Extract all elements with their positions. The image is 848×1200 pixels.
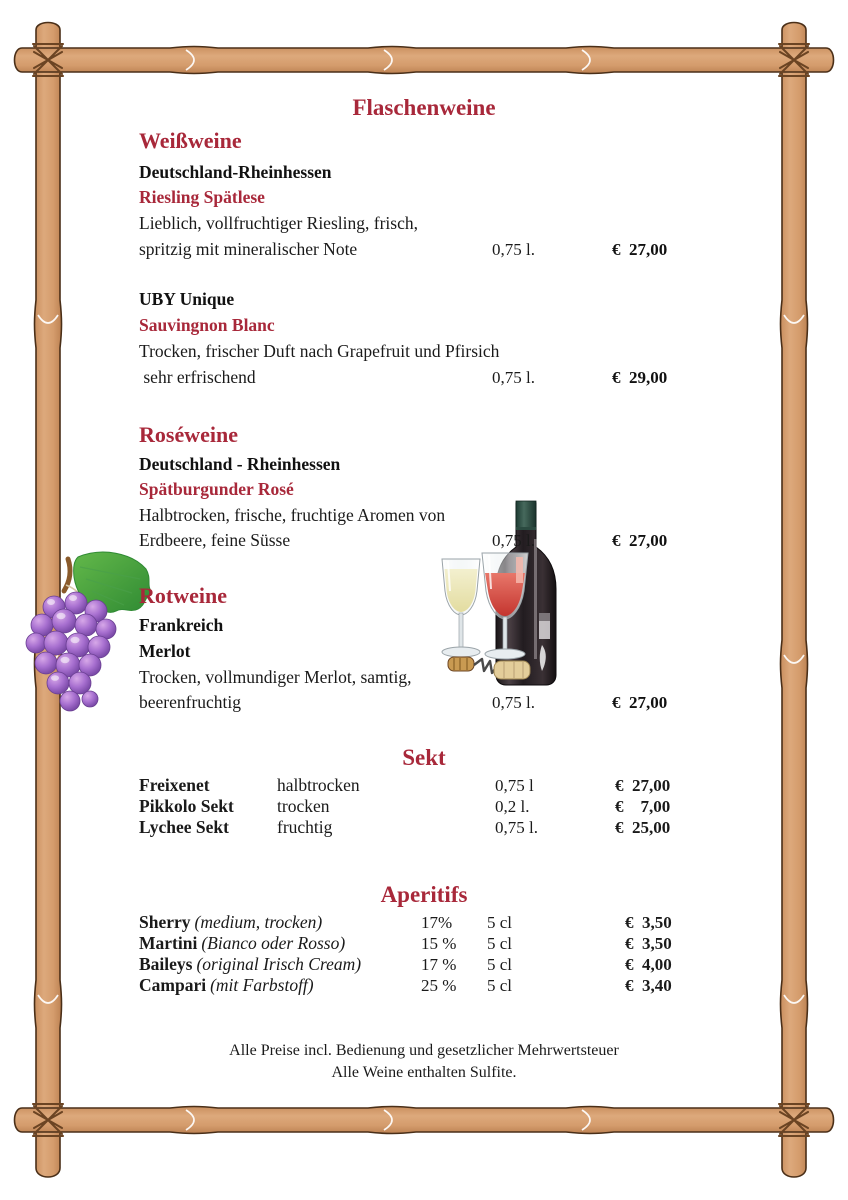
wine-volume: 0,75 l. — [492, 368, 535, 387]
wine-price — [612, 531, 667, 551]
price-value: 27,00 — [632, 776, 671, 795]
sekt-volume: 0,2 l. — [495, 797, 530, 816]
wine-description-line: spritzig mit mineralischer Note — [139, 239, 358, 259]
aperitif-price — [625, 975, 672, 996]
aperitif-serving: 5 cl — [487, 913, 513, 932]
table-row — [139, 912, 672, 933]
currency-symbol: € — [615, 776, 624, 795]
wine-price — [612, 240, 667, 260]
wine-volume: 0,75 l. — [492, 240, 535, 259]
sekt-volume: 0,75 l — [495, 776, 534, 795]
wine-varietal: Sauvingnon Blanc — [139, 315, 275, 335]
wine-origin: Deutschland - Rheinhessen — [139, 454, 341, 474]
page-title: Flaschenweine — [352, 95, 496, 120]
currency-symbol: € — [625, 976, 634, 995]
wine-description-line: Lieblich, vollfruchtiger Riesling, frisch, — [139, 213, 418, 233]
table-row — [139, 775, 670, 796]
wine-price — [612, 368, 667, 388]
sekt-volume: 0,75 l. — [495, 818, 538, 837]
sekt-price — [615, 796, 670, 817]
table-row — [139, 817, 670, 838]
wine-description-line: Erdbeere, feine Süsse — [139, 530, 291, 550]
aperitif-abv: 17 % — [421, 955, 457, 974]
wine-origin: Frankreich — [139, 615, 224, 635]
wine-description-line: sehr erfrischend — [139, 367, 256, 387]
aperitif-label — [139, 954, 421, 975]
sekt-style: trocken — [277, 796, 330, 816]
wine-varietal: Spätburgunder Rosé — [139, 479, 294, 499]
aperitif-name: Campari — [139, 975, 207, 995]
price-value: 3,50 — [642, 913, 672, 932]
aperitif-name: Martini — [139, 933, 198, 953]
aperitif-serving: 5 cl — [487, 955, 513, 974]
currency-symbol: € — [625, 934, 634, 953]
price-value: 7,00 — [640, 797, 671, 816]
group-title-roseweine: Roséweine — [139, 422, 238, 447]
sekt-price — [615, 817, 670, 838]
currency-symbol: € — [612, 531, 621, 550]
wine-price — [612, 693, 667, 713]
aperitif-name: Baileys — [139, 954, 193, 974]
table-row — [139, 796, 670, 817]
sekt-name: Lychee Sekt — [139, 817, 229, 837]
wine-volume: 0,75 l. — [492, 693, 535, 712]
sekt-table — [139, 775, 670, 838]
aperitif-abv: 15 % — [421, 934, 457, 953]
price-value: 3,40 — [642, 976, 672, 995]
aperitif-note: (medium, trocken) — [194, 912, 323, 932]
wine-description-line: beerenfruchtig — [139, 692, 242, 712]
currency-symbol: € — [615, 818, 624, 837]
currency-symbol: € — [625, 955, 634, 974]
currency-symbol: € — [612, 368, 621, 387]
footer-line-2: Alle Weine enthalten Sulfite. — [331, 1064, 517, 1081]
aperitif-label — [139, 933, 421, 954]
wine-varietal: Merlot — [139, 641, 191, 661]
wine-origin: UBY Unique — [139, 289, 235, 309]
price-value: 3,50 — [642, 934, 672, 953]
currency-symbol: € — [612, 240, 621, 259]
section-title-sekt: Sekt — [402, 745, 446, 770]
aperitif-note: (mit Farbstoff) — [210, 975, 314, 995]
footer-line-1: Alle Preise incl. Bedienung und gesetzlicher Mehrwertsteuer — [229, 1042, 619, 1059]
sekt-style: halbtrocken — [277, 775, 360, 795]
wine-varietal: Riesling Spätlese — [139, 187, 265, 207]
aperitif-abv: 17% — [421, 913, 453, 932]
wine-description-line: Halbtrocken, frische, fruchtige Aromen von — [139, 505, 446, 525]
aperitif-price — [625, 954, 672, 975]
group-title-weissweine: Weißweine — [139, 128, 242, 153]
aperitifs-table — [139, 912, 672, 996]
wine-volume: 0,75 l. — [492, 531, 535, 550]
price-value: 29,00 — [629, 368, 668, 387]
table-row — [139, 933, 672, 954]
price-value: 4,00 — [642, 955, 672, 974]
wine-description-line: Trocken, frischer Duft nach Grapefruit und Pfirsich — [139, 341, 500, 361]
currency-symbol: € — [612, 693, 621, 712]
currency-symbol: € — [615, 797, 624, 816]
section-title-aperitifs: Aperitifs — [380, 882, 468, 907]
table-row — [139, 954, 672, 975]
price-value: 27,00 — [629, 693, 668, 712]
sekt-name: Freixenet — [139, 775, 210, 795]
aperitif-serving: 5 cl — [487, 934, 513, 953]
price-value: 27,00 — [629, 531, 668, 550]
aperitif-abv: 25 % — [421, 976, 457, 995]
aperitif-serving: 5 cl — [487, 976, 513, 995]
aperitif-price — [625, 912, 672, 933]
price-value: 25,00 — [632, 818, 671, 837]
group-title-rotweine: Rotweine — [139, 583, 227, 608]
aperitif-note: (Bianco oder Rosso) — [201, 933, 346, 953]
aperitif-name: Sherry — [139, 912, 191, 932]
aperitif-price — [625, 933, 672, 954]
sekt-name: Pikkolo Sekt — [139, 796, 234, 816]
sekt-style: fruchtig — [277, 817, 333, 837]
aperitif-note: (original Irisch Cream) — [196, 954, 362, 974]
aperitif-label — [139, 912, 421, 933]
aperitif-label — [139, 975, 421, 996]
wine-description-line: Trocken, vollmundiger Merlot, samtig, — [139, 667, 412, 687]
price-value: 27,00 — [629, 240, 668, 259]
table-row — [139, 975, 672, 996]
sekt-price — [615, 775, 670, 796]
wine-origin: Deutschland-Rheinhessen — [139, 162, 332, 182]
currency-symbol: € — [625, 913, 634, 932]
